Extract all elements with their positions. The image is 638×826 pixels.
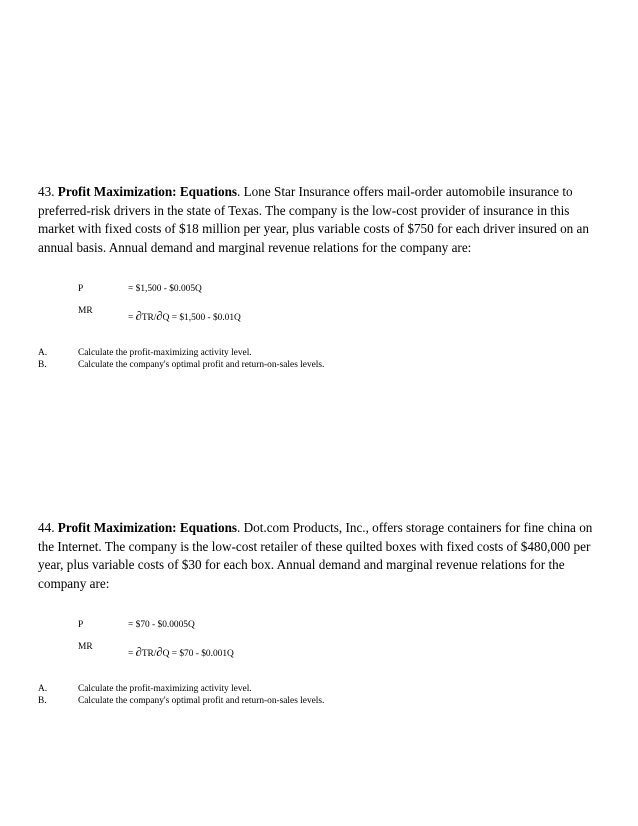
marginal-revenue-equation bbox=[38, 306, 606, 323]
equations bbox=[38, 620, 606, 659]
price-equation bbox=[38, 620, 606, 637]
marginal-revenue-equation bbox=[38, 642, 606, 659]
equation-label: MR bbox=[78, 306, 93, 316]
equation-expression bbox=[128, 309, 241, 324]
tr-term: TR/ bbox=[141, 649, 157, 659]
part-letter: A. bbox=[38, 348, 48, 358]
problem-number: 43. bbox=[38, 184, 55, 199]
part-text: Calculate the company's optimal profit and return-on-sales levels. bbox=[78, 359, 325, 370]
partial-symbol: ∂ bbox=[135, 309, 142, 323]
problem-intro bbox=[38, 183, 606, 257]
equals-sign: = bbox=[128, 313, 136, 323]
question-part bbox=[38, 348, 606, 360]
equation-expression bbox=[128, 645, 234, 660]
part-letter: A. bbox=[38, 684, 48, 694]
problem-heading: Profit Maximization: Equations bbox=[57, 520, 238, 535]
price-equation bbox=[38, 284, 606, 301]
mr-expression: Q = $70 - $0.001Q bbox=[162, 649, 234, 659]
equation-expression: = $70 - $0.0005Q bbox=[128, 620, 195, 630]
part-text: Calculate the profit-maximizing activity level. bbox=[78, 684, 252, 694]
equation-label: MR bbox=[78, 642, 93, 652]
partial-symbol: ∂ bbox=[156, 645, 163, 659]
partial-symbol: ∂ bbox=[135, 645, 142, 659]
partial-symbol: ∂ bbox=[156, 309, 163, 323]
part-text: Calculate the company's optimal profit and return-on-sales levels. bbox=[78, 695, 325, 706]
question-part bbox=[38, 360, 606, 372]
equals-sign: = bbox=[128, 649, 136, 659]
question-parts bbox=[38, 684, 606, 707]
part-letter: B. bbox=[38, 695, 47, 706]
equation-expression: = $1,500 - $0.005Q bbox=[128, 284, 202, 294]
mr-expression: Q = $1,500 - $0.01Q bbox=[162, 313, 241, 323]
problem-44 bbox=[38, 519, 606, 707]
tr-term: TR/ bbox=[141, 313, 157, 323]
equation-label: P bbox=[78, 620, 84, 630]
question-part bbox=[38, 696, 606, 708]
problem-body: . Dot.com Products, Inc., offers storage containers for fine china on the Internet. The company is the low-cost retailer of these quilted boxes with fixed costs of $480,000 per year, plus variable costs of $30 for each box. Annual demand and marginal revenue relations for the company are: bbox=[38, 520, 593, 591]
problem-43 bbox=[38, 183, 606, 371]
part-letter: B. bbox=[38, 359, 47, 370]
equations bbox=[38, 284, 606, 323]
problem-body: . Lone Star Insurance offers mail-order automobile insurance to preferred-risk drivers in the state of Texas. The company is the low-cost provider of insurance in this market with fixed costs of $18 million per year, plus variable costs of $750 for each driver insured on an annual basis. Annual demand and marginal revenue relations for the company are: bbox=[38, 184, 589, 255]
equation-label: P bbox=[78, 284, 84, 294]
problem-intro bbox=[38, 519, 606, 593]
problem-heading: Profit Maximization: Equations bbox=[57, 184, 238, 199]
question-part bbox=[38, 684, 606, 696]
problem-number: 44. bbox=[38, 520, 55, 535]
part-text: Calculate the profit-maximizing activity level. bbox=[78, 348, 252, 358]
question-parts bbox=[38, 348, 606, 371]
